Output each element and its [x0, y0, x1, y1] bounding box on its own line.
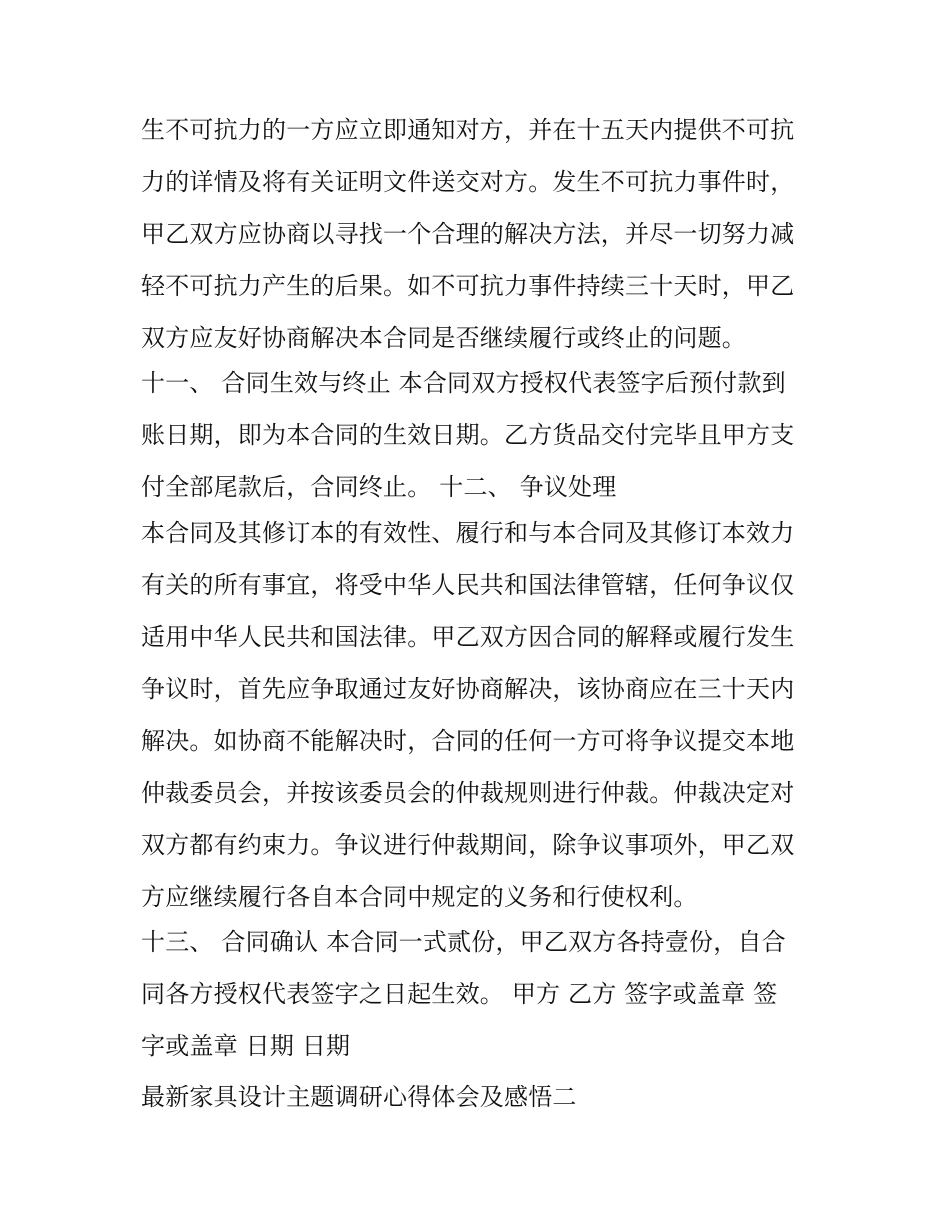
paragraph-line: 适用中华人民共和国法律。甲乙双方因合同的解释或履行发生	[141, 623, 795, 651]
paragraph-line: 字或盖章 日期 日期	[141, 1032, 351, 1060]
paragraph-line: 解决。如协商不能解决时，合同的任何一方可将争议提交本地	[141, 727, 795, 755]
paragraph-line: 双方应友好协商解决本合同是否继续履行或终止的问题。	[141, 324, 746, 352]
paragraph-line: 方应继续履行各自本合同中规定的义务和行使权利。	[141, 883, 698, 911]
paragraph-line: 付全部尾款后，合同终止。 十二、 争议处理	[141, 473, 617, 501]
paragraph-line: 甲乙双方应协商以寻找一个合理的解决方法，并尽一切努力减	[141, 220, 795, 248]
paragraph-line: 生不可抗力的一方应立即通知对方，并在十五天内提供不可抗	[141, 116, 795, 144]
paragraph-line: 力的详情及将有关证明文件送交对方。发生不可抗力事件时，	[141, 168, 795, 196]
paragraph-line: 轻不可抗力产生的后果。如不可抗力事件持续三十天时，甲乙	[141, 272, 795, 300]
paragraph-line: 同各方授权代表签字之日起生效。 甲方 乙方 签字或盖章 签	[141, 980, 778, 1008]
next-document-title: 最新家具设计主题调研心得体会及感悟二	[141, 1083, 577, 1111]
paragraph-line: 有关的所有事宜，将受中华人民共和国法律管辖，任何争议仅	[141, 571, 795, 599]
paragraph-line: 账日期，即为本合同的生效日期。乙方货品交付完毕且甲方支	[141, 421, 795, 449]
section-heading-line: 十三、 合同确认 本合同一式贰份，甲乙双方各持壹份，自合	[141, 928, 786, 956]
paragraph-line: 双方都有约束力。争议进行仲裁期间，除争议事项外，甲乙双	[141, 831, 795, 859]
section-heading-line: 十一、 合同生效与终止 本合同双方授权代表签字后预付款到	[141, 369, 786, 397]
paragraph-line: 争议时，首先应争取通过友好协商解决，该协商应在三十天内	[141, 675, 795, 703]
paragraph-line: 本合同及其修订本的有效性、履行和与本合同及其修订本效力	[141, 519, 795, 547]
paragraph-line: 仲裁委员会，并按该委员会的仲裁规则进行仲裁。仲裁决定对	[141, 779, 795, 807]
